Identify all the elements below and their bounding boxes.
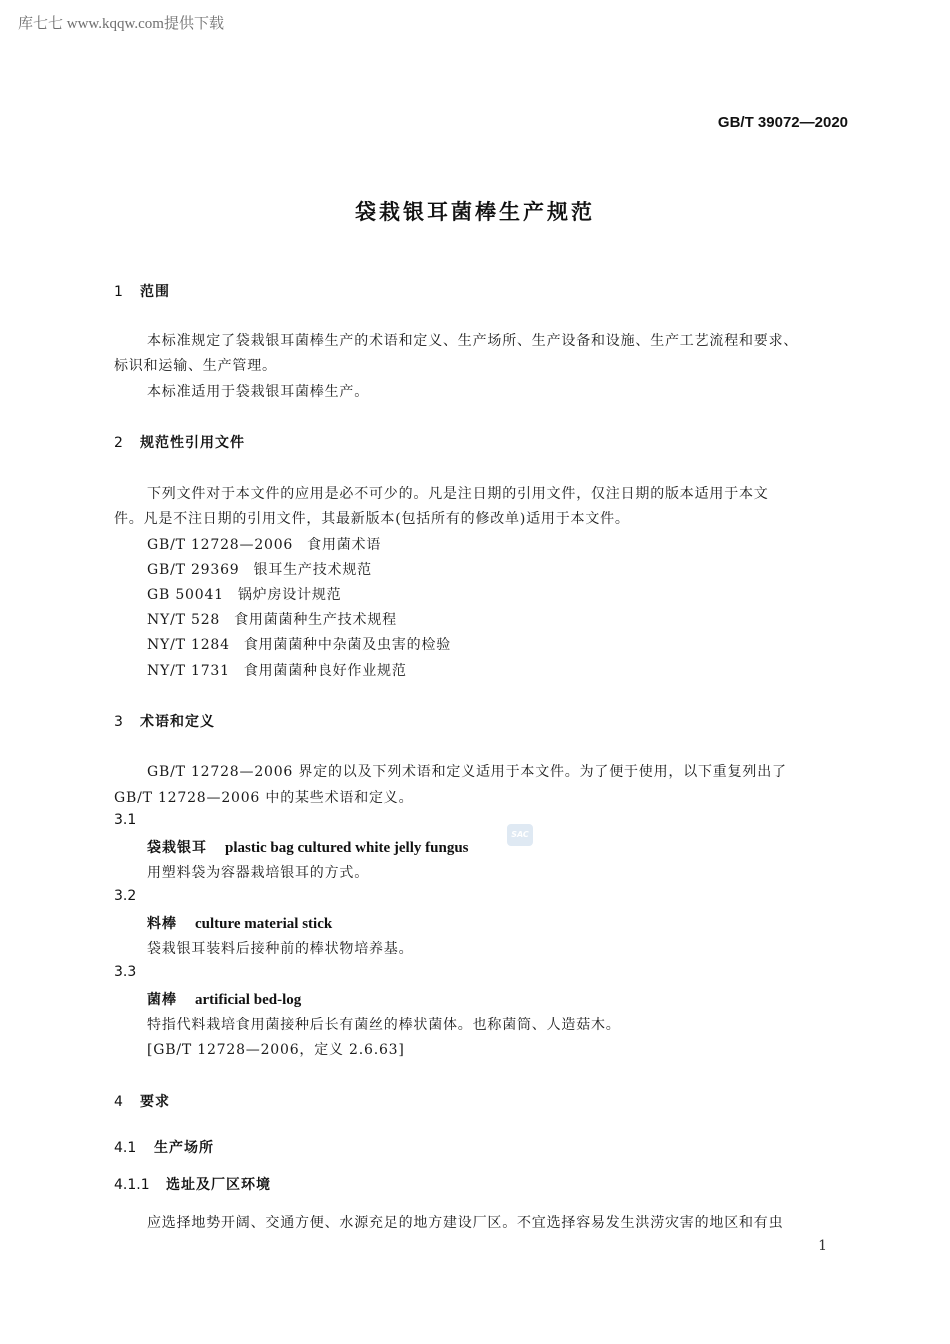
term-number: 3.2 (114, 888, 137, 904)
term-english: culture material stick (195, 916, 333, 932)
section-title: 术语和定义 (140, 714, 215, 730)
reference-item (147, 660, 407, 680)
term-chinese: 料棒 (147, 916, 177, 932)
section-title: 规范性引用文件 (140, 435, 245, 451)
reference-code: NY/T 1284 (147, 637, 230, 653)
term-chinese: 袋栽银耳 (147, 840, 207, 856)
section-title: 范围 (140, 284, 170, 300)
reference-title: 银耳生产技术规范 (253, 562, 372, 578)
term-english: artificial bed-log (195, 992, 302, 1008)
reference-item (147, 634, 451, 654)
reference-code: NY/T 528 (147, 612, 221, 628)
reference-item (147, 534, 381, 554)
standard-number: GB/T 39072—2020 (717, 114, 848, 131)
subsection-number: 4.1.1 (114, 1177, 150, 1193)
reference-title: 食用菌菌种中杂菌及虫害的检验 (243, 637, 452, 653)
subsection-4-1-heading (114, 1137, 214, 1157)
term-english: plastic bag cultured white jelly fungus (225, 840, 469, 856)
subsection-title: 选址及厂区环境 (166, 1177, 271, 1193)
term-definition: 特指代料栽培食用菌接种后长有菌丝的棒状菌体。也称菌筒、人造菇木。 (147, 1017, 621, 1033)
paragraph: 下列文件对于本文件的应用是必不可少的。凡是注日期的引用文件，仅注日期的版本适用于本文 (147, 486, 769, 502)
subsection-4-1-1-heading (114, 1174, 271, 1194)
reference-item (147, 584, 341, 604)
term-heading (147, 913, 332, 933)
subsection-number: 4.1 (114, 1140, 137, 1156)
paragraph: 件。凡是不注日期的引用文件，其最新版本(包括所有的修改单)适用于本文件。 (114, 511, 630, 527)
sac-logo-icon: SAC (507, 824, 533, 846)
term-definition: 袋栽银耳装料后接种前的棒状物培养基。 (147, 941, 414, 957)
term-chinese: 菌棒 (147, 992, 177, 1008)
term-heading (147, 989, 301, 1009)
section-2-heading (114, 432, 245, 452)
reference-title: 食用菌菌种生产技术规程 (234, 612, 397, 628)
paragraph: 本标准适用于袋栽银耳菌棒生产。 (147, 384, 369, 400)
section-number: 1 (114, 284, 123, 300)
paragraph: 本标准规定了袋栽银耳菌棒生产的术语和定义、生产场所、生产设备和设施、生产工艺流程和要求、 (147, 333, 799, 349)
reference-item (147, 559, 372, 579)
section-3-heading (114, 711, 215, 731)
section-title: 要求 (140, 1094, 170, 1110)
paragraph: GB/T 12728—2006 中的某些术语和定义。 (114, 790, 414, 806)
reference-title: 食用菌术语 (307, 537, 382, 553)
section-number: 2 (114, 435, 123, 451)
paragraph: 标识和运输、生产管理。 (114, 358, 277, 374)
section-number: 3 (114, 714, 123, 730)
section-4-heading (114, 1091, 170, 1111)
paragraph: GB/T 12728—2006 界定的以及下列术语和定义适用于本文件。为了便于使用，以下重复列出了 (147, 764, 787, 780)
reference-code: NY/T 1731 (147, 663, 230, 679)
reference-item (147, 609, 397, 629)
term-source: [GB/T 12728—2006，定义 2.6.63] (147, 1042, 405, 1058)
term-number: 3.1 (114, 812, 137, 828)
reference-code: GB 50041 (147, 587, 224, 603)
subsection-title: 生产场所 (154, 1140, 214, 1156)
reference-title: 食用菌菌种良好作业规范 (243, 663, 407, 679)
reference-code: GB/T 29369 (147, 562, 240, 578)
section-number: 4 (114, 1094, 123, 1110)
term-number: 3.3 (114, 964, 137, 980)
term-heading (147, 837, 469, 857)
reference-code: GB/T 12728—2006 (147, 537, 294, 553)
reference-title: 锅炉房设计规范 (237, 587, 342, 603)
watermark-text: 库七七 www.kqqw.com提供下载 (18, 16, 224, 32)
document-title: 袋栽银耳菌棒生产规范 (355, 200, 595, 224)
section-1-heading (114, 281, 170, 301)
paragraph: 应选择地势开阔、交通方便、水源充足的地方建设厂区。不宜选择容易发生洪涝灾害的地区和有虫 (147, 1215, 784, 1231)
term-definition: 用塑料袋为容器栽培银耳的方式。 (147, 865, 369, 881)
page-number: 1 (818, 1238, 827, 1254)
